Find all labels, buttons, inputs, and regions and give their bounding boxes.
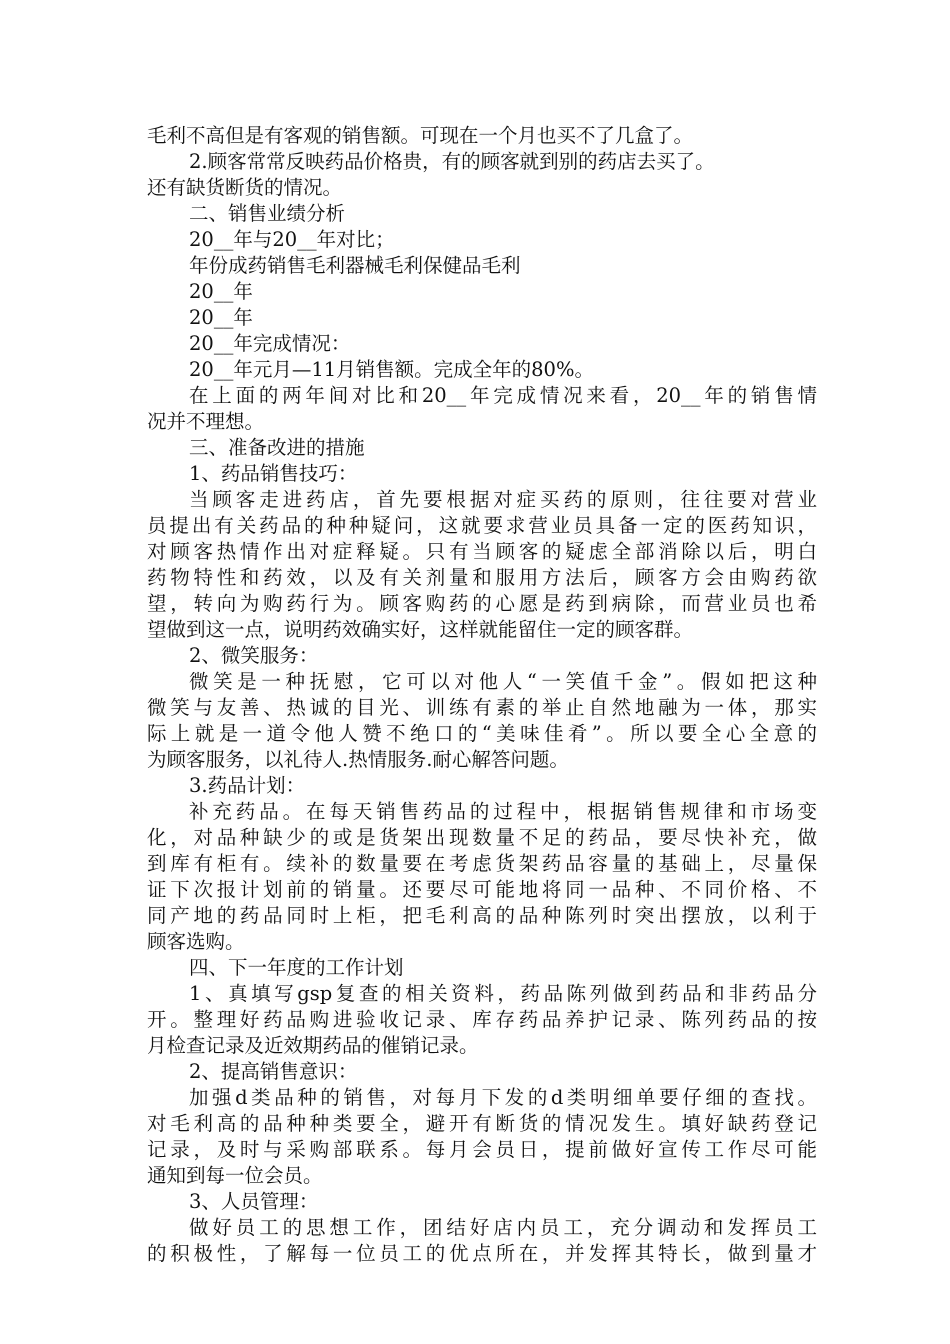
text-line: 1、药品销售技巧： — [189, 462, 358, 485]
text-line: 加强d类品种的销售，对每月下发的d类明细单要仔细的查找。 — [189, 1086, 817, 1109]
text-line: 同产地的药品同时上柜，把毛利高的品种陈列时突出摆放，以利于 — [147, 904, 817, 927]
text-line: 20__年完成情况： — [189, 332, 351, 355]
text-line: 20__年 — [189, 280, 253, 303]
text-line: 2.顾客常常反映药品价格贵，有的顾客就到别的药店去买了。 — [189, 150, 715, 173]
text-line: 员提出有关药品的种种疑问，这就要求营业员具备一定的医药知识， — [147, 514, 817, 537]
text-line: 当顾客走进药店，首先要根据对症买药的原则，往往要对营业 — [189, 488, 817, 511]
text-line: 况并不理想。 — [147, 410, 265, 433]
text-line: 2、提高销售意识： — [189, 1060, 358, 1083]
text-line: 开。整理好药品购进验收记录、库存药品养护记录、陈列药品的按 — [147, 1008, 817, 1031]
text-line: 对毛利高的品种种类要全，避开有断货的情况发生。填好缺药登记 — [147, 1112, 817, 1135]
text-line: 微笑与友善、热诚的目光、训练有素的举止自然地融为一体，那实 — [147, 696, 817, 719]
text-line: 顾客选购。 — [147, 930, 245, 953]
text-line: 对顾客热情作出对症释疑。只有当顾客的疑虑全部消除以后，明白 — [147, 540, 817, 563]
text-line: 20__年元月—11月销售额。完成全年的80%。 — [189, 358, 594, 381]
text-line: 二、销售业绩分析 — [189, 202, 346, 225]
text-line: 月检查记录及近效期药品的催销记录。 — [147, 1034, 479, 1057]
text-line: 毛利不高但是有客观的销售额。可现在一个月也买不了几盒了。 — [147, 124, 694, 147]
text-line: 望做到这一点，说明药效确实好，这样就能留住一定的顾客群。 — [147, 618, 694, 641]
text-line: 20__年与20__年对比； — [189, 228, 395, 251]
text-line: 药物特性和药效，以及有关剂量和服用方法后，顾客方会由购药欲 — [147, 566, 817, 589]
text-line: 做好员工的思想工作，团结好店内员工，充分调动和发挥员工 — [189, 1216, 817, 1239]
text-line: 记录，及时与采购部联系。每月会员日，提前做好宣传工作尽可能 — [147, 1138, 817, 1161]
text-line: 在上面的两年间对比和20__年完成情况来看，20__年的销售情 — [189, 384, 817, 407]
text-line: 微笑是一种抚慰，它可以对他人“一笑值千金”。假如把这种 — [189, 670, 817, 693]
text-line: 1、真填写gsp复查的相关资料，药品陈列做到药品和非药品分 — [189, 982, 817, 1005]
text-line: 2、微笑服务： — [189, 644, 319, 667]
text-line: 年份成药销售毛利器械毛利保健品毛利 — [189, 254, 521, 277]
document-page — [147, 123, 817, 1267]
text-line: 证下次报计划前的销量。还要尽可能地将同一品种、不同价格、不 — [147, 878, 817, 901]
text-line: 20__年 — [189, 306, 253, 329]
text-line: 3、人员管理： — [189, 1190, 319, 1213]
text-line: 还有缺货断货的情况。 — [147, 176, 343, 199]
text-line: 到库有柜有。续补的数量要在考虑货架药品容量的基础上，尽量保 — [147, 852, 817, 875]
text-line: 望，转向为购药行为。顾客购药的心愿是药到病除，而营业员也希 — [147, 592, 817, 615]
text-line: 为顾客服务，以礼待人.热情服务.耐心解答问题。 — [147, 748, 569, 771]
text-line: 际上就是一道令他人赞不绝口的“美味佳肴”。所以要全心全意的 — [147, 722, 817, 745]
text-line: 化，对品种缺少的或是货架出现数量不足的药品，要尽快补充，做 — [147, 826, 817, 849]
text-line: 三、准备改进的措施 — [189, 436, 365, 459]
text-line: 补充药品。在每天销售药品的过程中，根据销售规律和市场变 — [189, 800, 817, 823]
text-line: 四、下一年度的工作计划 — [189, 956, 404, 979]
text-line: 的积极性，了解每一位员工的优点所在，并发挥其特长，做到量才 — [147, 1242, 817, 1265]
text-line: 3.药品计划： — [189, 774, 306, 797]
text-line: 通知到每一位会员。 — [147, 1164, 323, 1187]
